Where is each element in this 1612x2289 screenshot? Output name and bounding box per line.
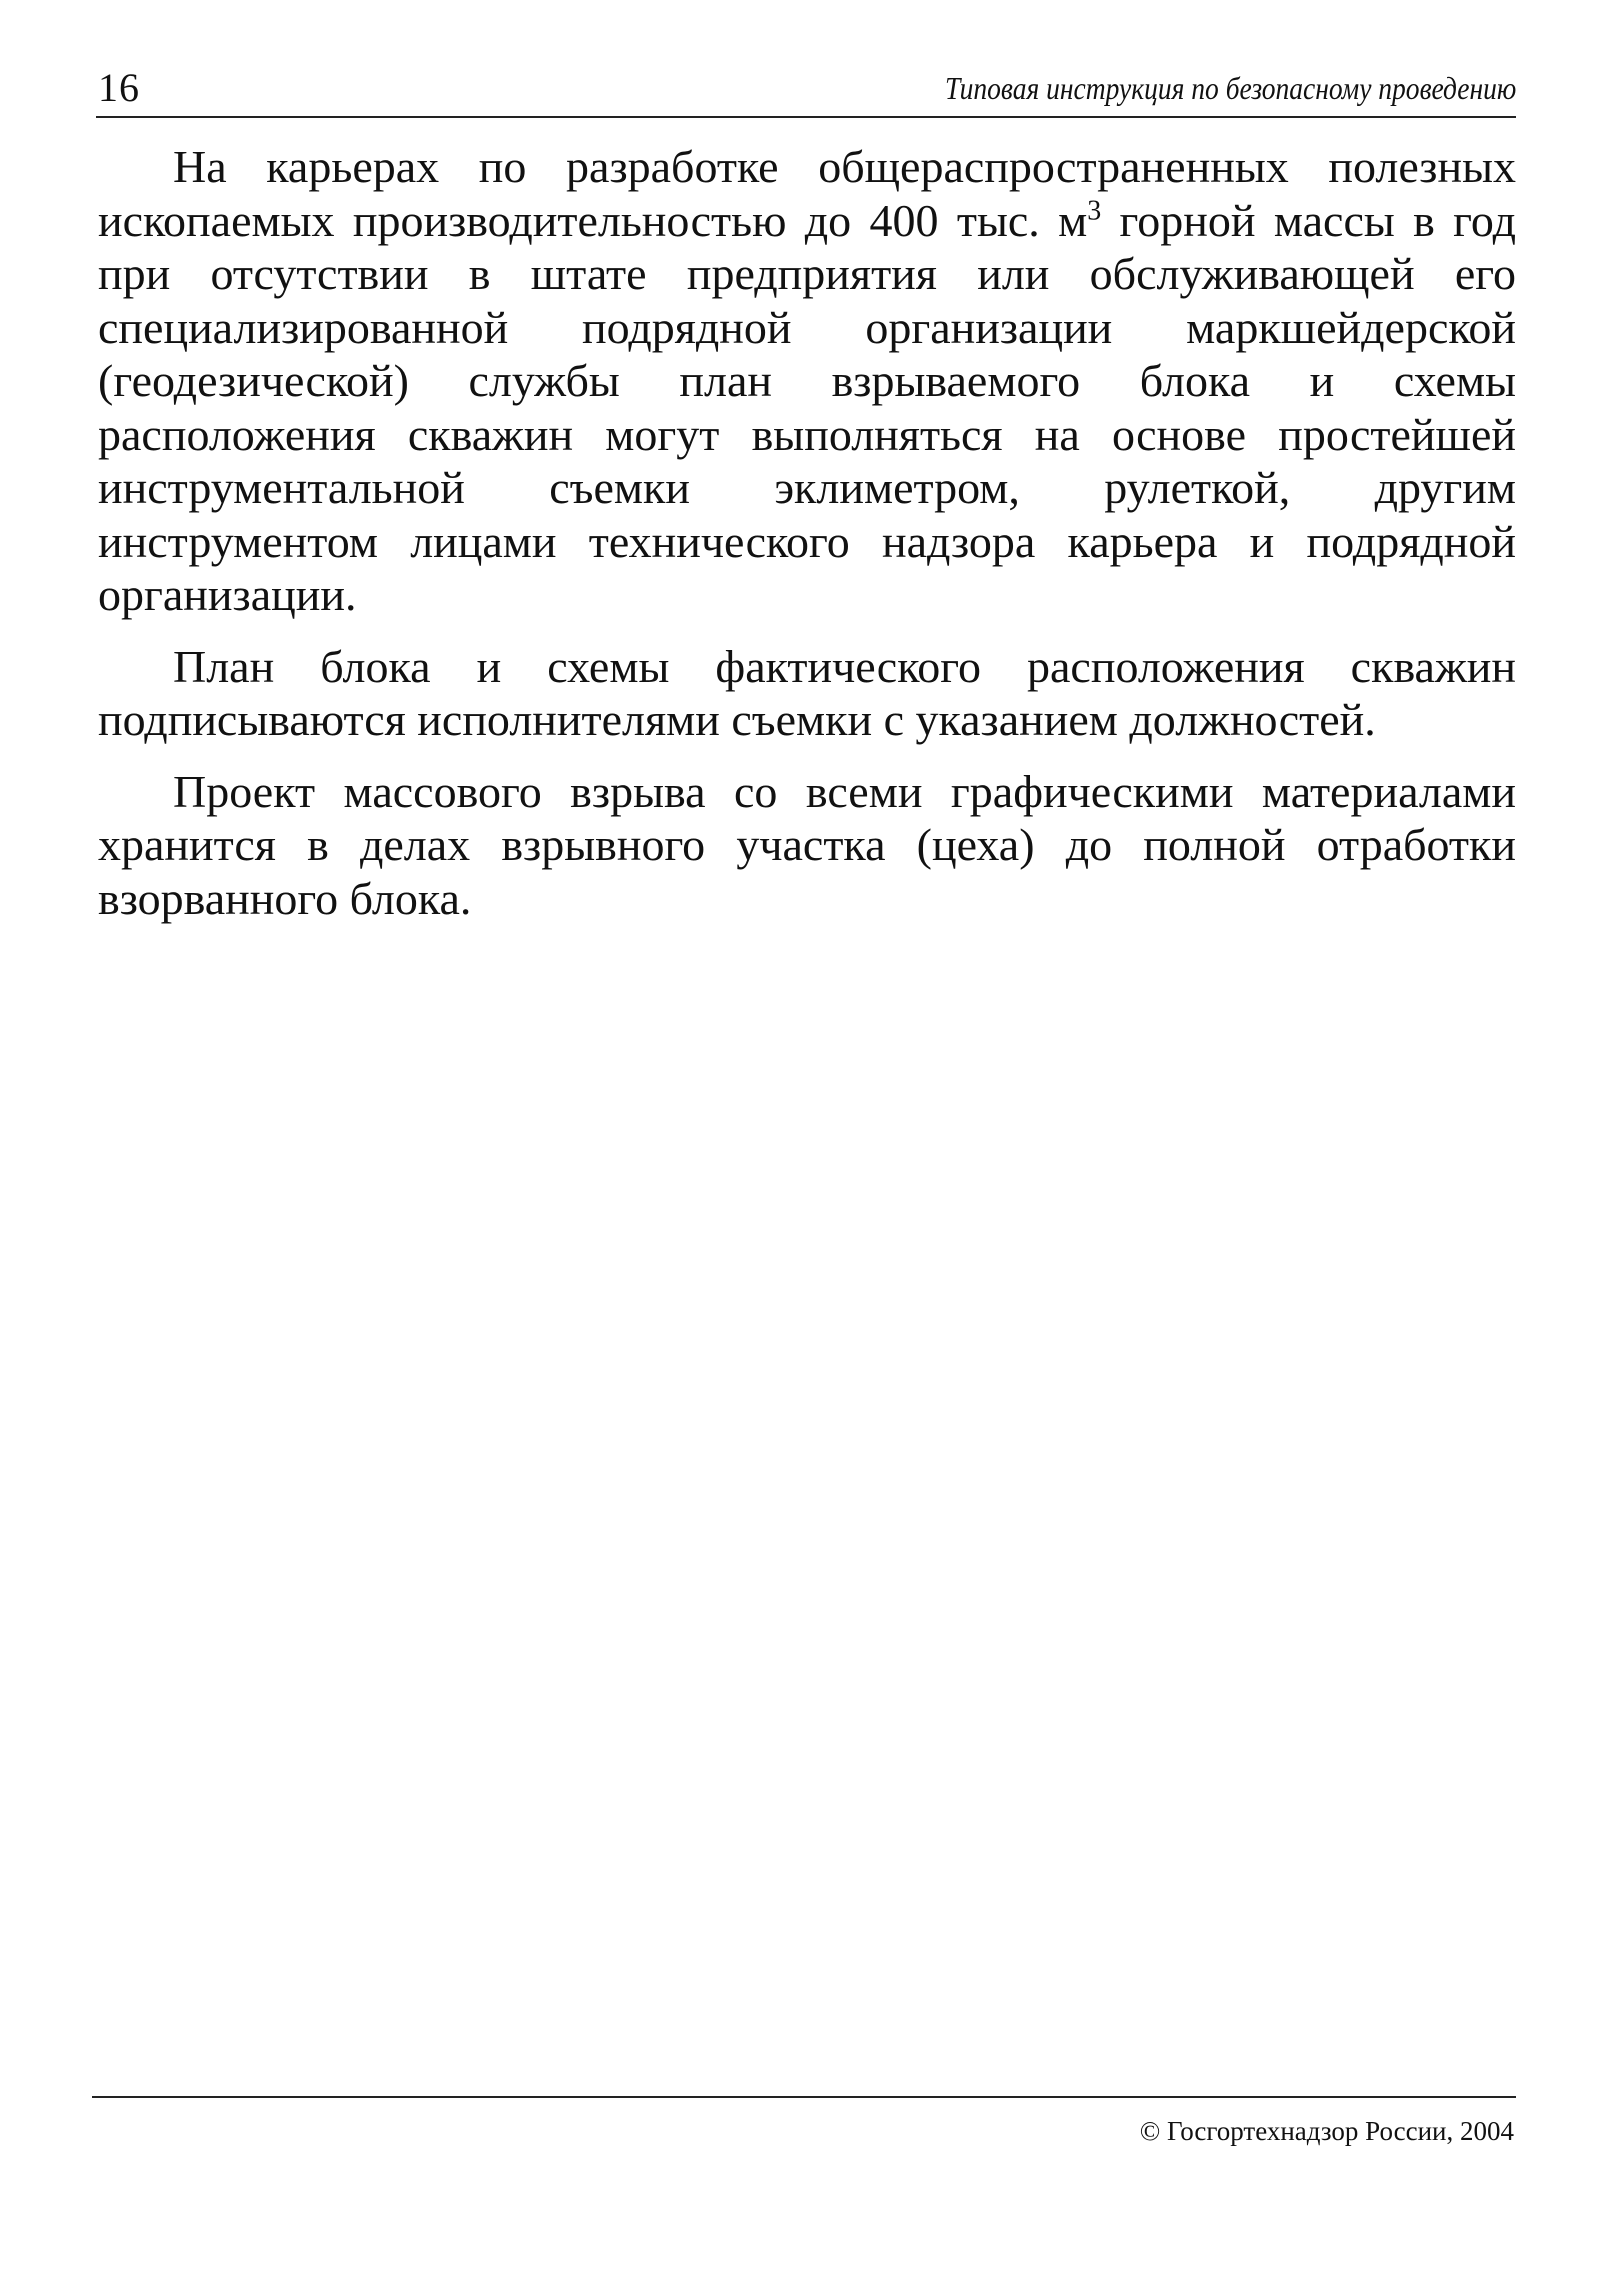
paragraph-1 <box>98 140 1516 622</box>
running-title: Типовая инструкция по безопасному проведению <box>944 70 1516 106</box>
superscript-3: 3 <box>1087 195 1102 227</box>
paragraph-3: Проект массового взрыва со всеми графическими материалами хранится в делах взрывного участка (цеха) до полной отработки взорванного блока. <box>98 765 1516 924</box>
body-text <box>98 140 1516 943</box>
copyright-notice: © Госгортехнадзор России, 2004 <box>1139 2116 1514 2146</box>
page-number: 16 <box>98 65 140 110</box>
paragraph-1-text: На карьерах по разработке общераспространенных полезных ископаемых производительностью до 400 тыс. м <box>98 141 1516 246</box>
paragraph-1-continued: горной массы в год при отсутствии в штате предприятия или обслуживающей его специализированной подрядной организации маркшейдерской (геодезической) службы план взрываемого блока и схемы расположения скважин могут выполняться на основе простейшей инструментальной съемки эклиметром, рулеткой, другим инструментом лицами технического надзора карьера и подрядной организации. <box>98 194 1516 620</box>
paragraph-2: План блока и схемы фактического расположения скважин подписываются исполнителями съемки с указанием должностей. <box>98 640 1516 745</box>
header-rule <box>96 116 1516 118</box>
footer-rule <box>92 2096 1516 2098</box>
